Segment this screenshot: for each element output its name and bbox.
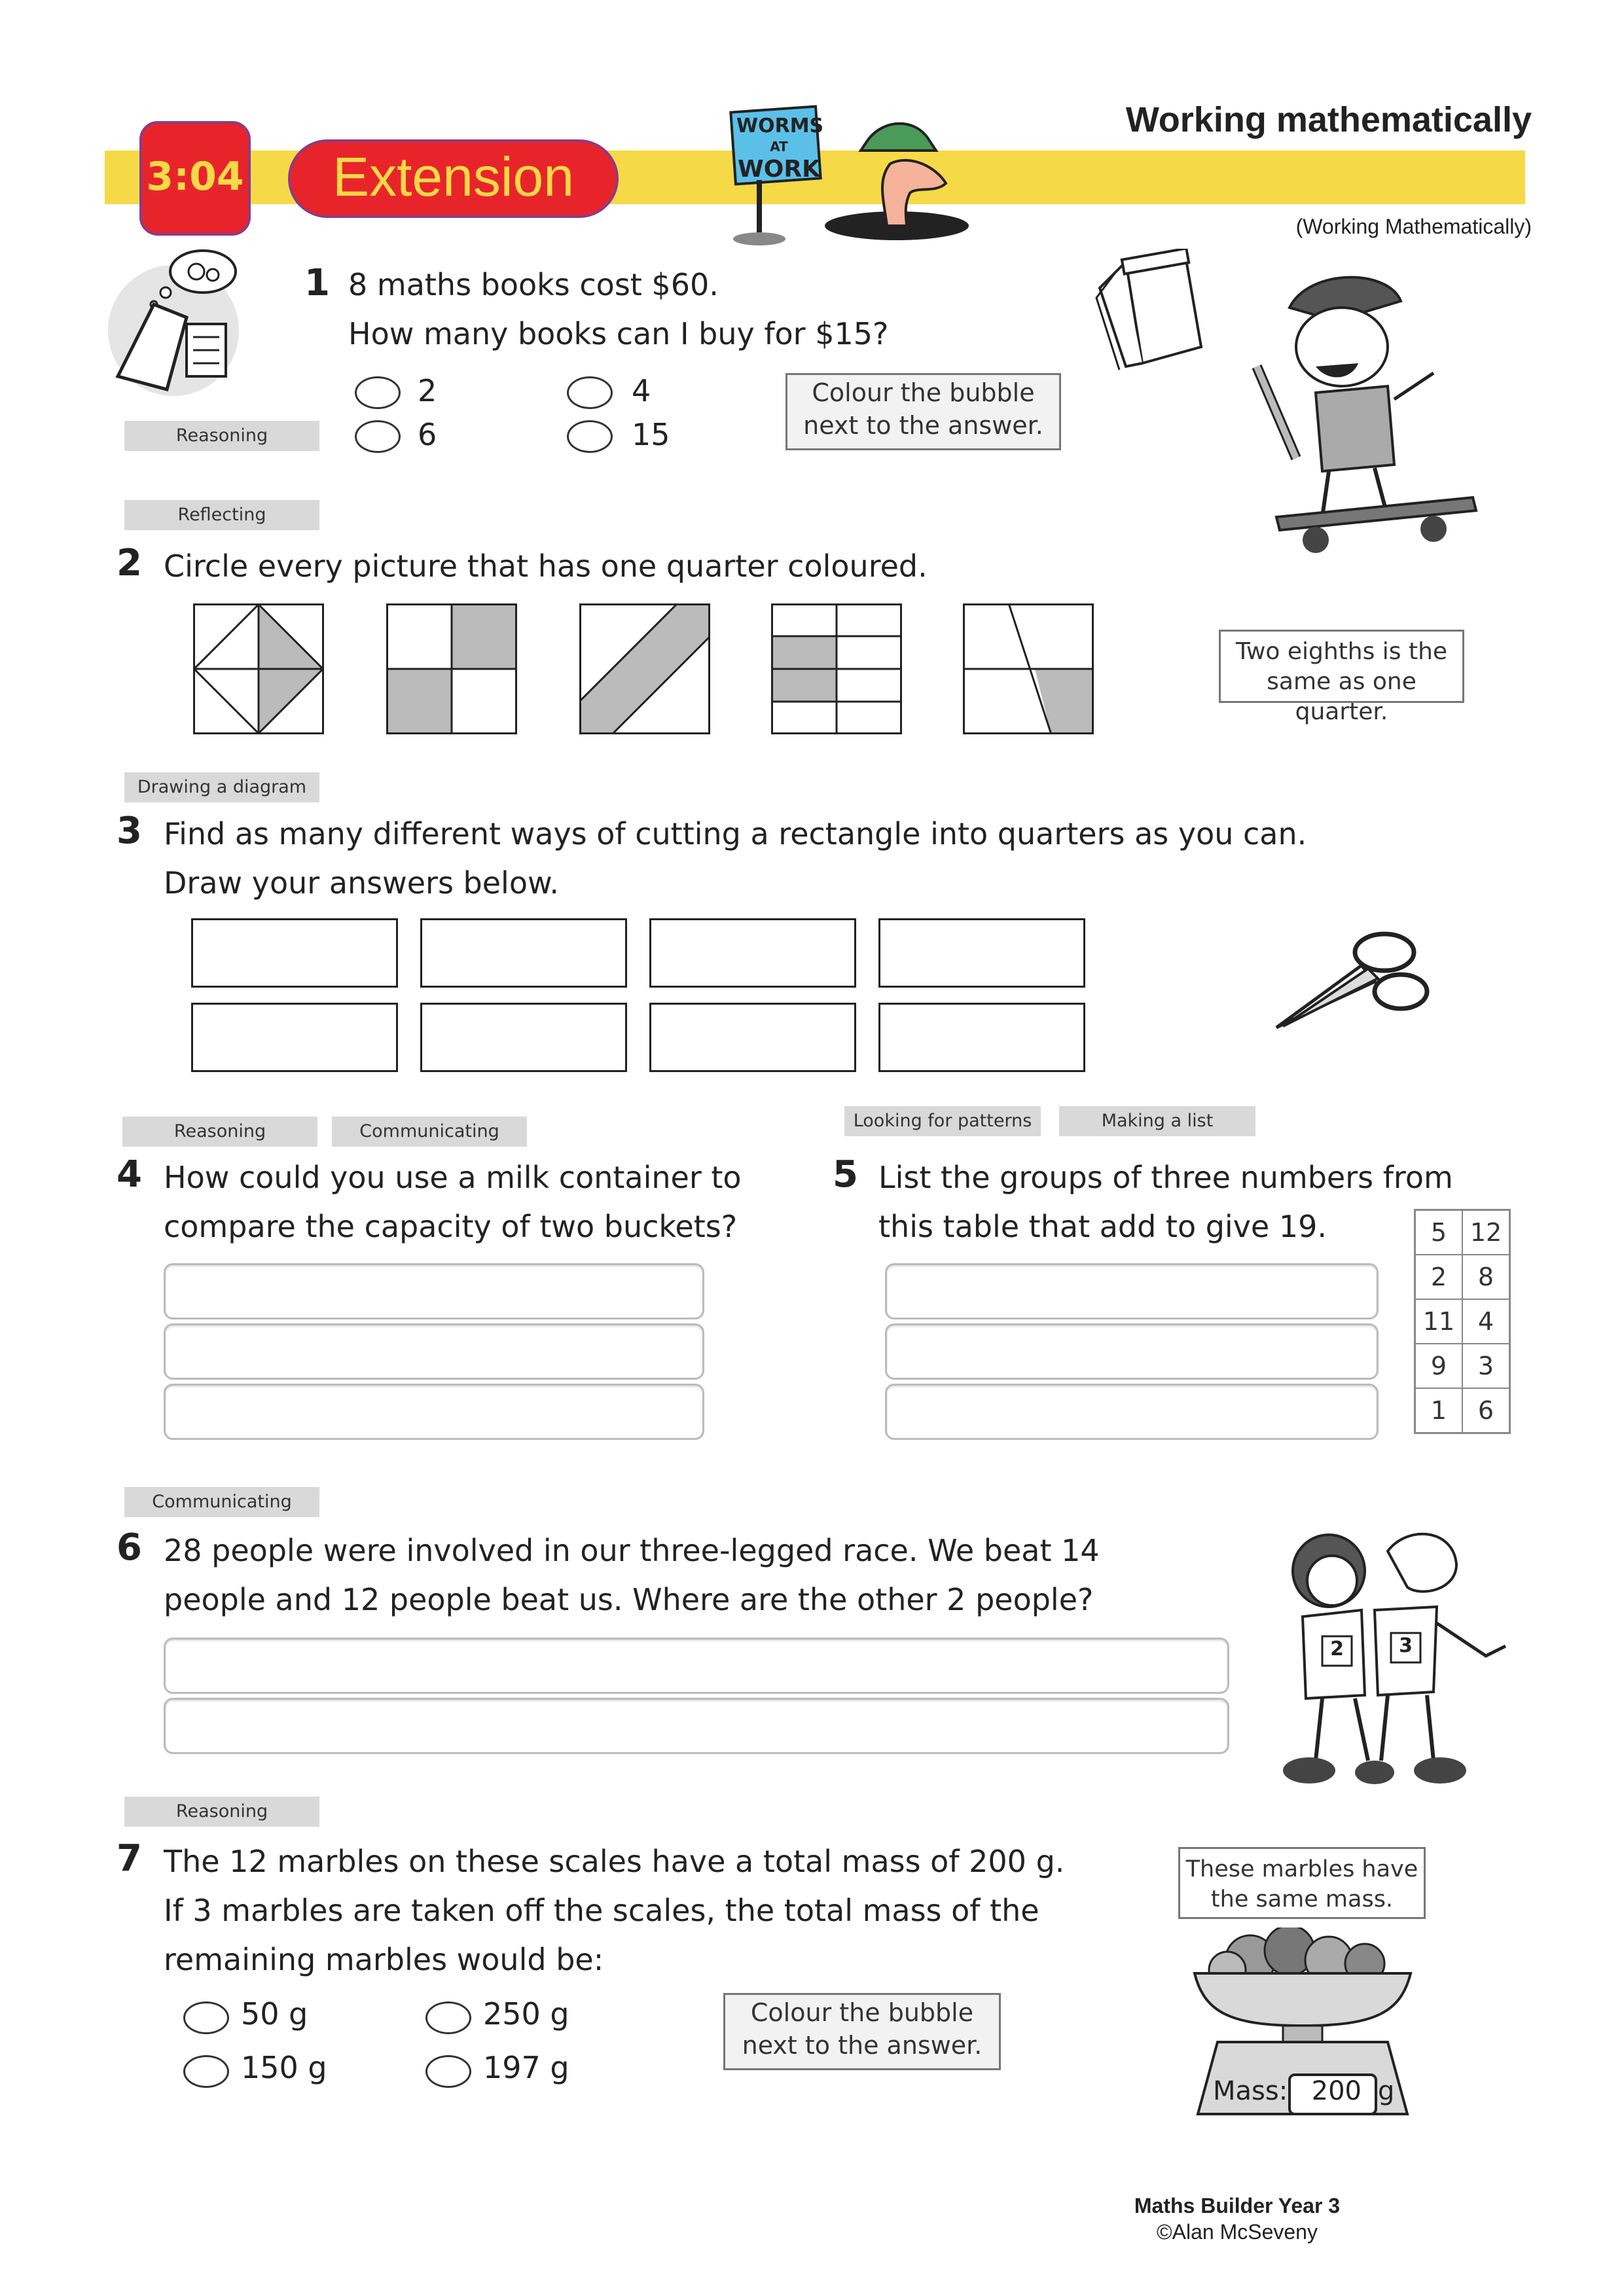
q7-bubble-150g[interactable] xyxy=(183,2055,229,2088)
q1-number: 1 xyxy=(304,262,330,304)
section-title: Working mathematically xyxy=(1125,100,1532,139)
q3-tag-drawing-a-diagram: Drawing a diagram xyxy=(124,772,319,802)
q7-scale-note-line-2: the same mass. xyxy=(1210,1886,1394,1912)
q4-line-2: compare the capacity of two buckets? xyxy=(164,1209,738,1244)
q4-answer-line-2[interactable] xyxy=(164,1323,704,1380)
table-row xyxy=(1415,1344,1510,1388)
q7-option-250g: 250 g xyxy=(483,1996,569,2032)
logo-word-1: WORMS xyxy=(736,115,824,137)
table-cell: 4 xyxy=(1462,1299,1510,1344)
logo-word-2: AT xyxy=(770,139,788,154)
q6-answer-line-2[interactable] xyxy=(164,1698,1229,1754)
q7-line-1: The 12 marbles on these scales have a total mass of 200 g. xyxy=(164,1844,1065,1879)
q5-line-2: this table that add to give 19. xyxy=(878,1209,1327,1244)
q7-bubble-197g[interactable] xyxy=(425,2055,471,2088)
q7-line-2: If 3 marbles are taken off the scales, the total mass of the xyxy=(164,1893,1039,1928)
skateboard-kid-illustration xyxy=(1237,268,1499,563)
q1-option-4: 4 xyxy=(632,373,651,408)
q7-scale-note xyxy=(1178,1847,1426,1919)
q7-number: 7 xyxy=(117,1837,142,1880)
q4-answer-line-3[interactable] xyxy=(164,1384,704,1440)
q5-line-1: List the groups of three numbers from xyxy=(878,1160,1453,1195)
q2-picture-5[interactable] xyxy=(963,603,1094,734)
table-cell: 1 xyxy=(1415,1388,1463,1433)
q3-answer-rectangle-8[interactable] xyxy=(878,1003,1085,1072)
q3-answer-rectangle-1[interactable] xyxy=(191,918,398,988)
q5-answer-line-1[interactable] xyxy=(885,1263,1379,1319)
q5-tag-making-a-list: Making a list xyxy=(1059,1106,1255,1136)
q6-tag-communicating: Communicating xyxy=(124,1487,319,1517)
q7-scale-note-line-1: These marbles have xyxy=(1185,1856,1418,1882)
lesson-code: 3:04 xyxy=(146,154,244,200)
q2-hint-note xyxy=(1219,630,1464,725)
q6-line-1: 28 people were involved in our three-legged race. We beat 14 xyxy=(164,1533,1100,1568)
table-cell: 11 xyxy=(1415,1299,1463,1344)
race-bib-2: 2 xyxy=(1330,1638,1344,1660)
q4-answer-line-1[interactable] xyxy=(164,1263,704,1319)
q3-answer-rectangle-2[interactable] xyxy=(420,918,627,988)
thinking-pencil-illustration xyxy=(88,245,262,409)
scissors-illustration xyxy=(1270,929,1434,1034)
q2-picture-2[interactable] xyxy=(386,603,517,734)
q7-line-3: remaining marbles would be: xyxy=(164,1942,604,1977)
q2-picture-4[interactable] xyxy=(771,603,902,734)
q7-note-line-1: Colour the bubble xyxy=(750,1998,974,2027)
q4-tag-communicating: Communicating xyxy=(332,1117,527,1147)
q2-tag-reflecting: Reflecting xyxy=(124,500,319,530)
q2-note-line-2: same as one quarter. xyxy=(1267,668,1416,725)
scale-mass-value: 200 xyxy=(1311,2076,1362,2106)
q7-instruction-note xyxy=(723,1993,1001,2070)
table-cell: 9 xyxy=(1415,1344,1463,1388)
q3-answer-rectangle-3[interactable] xyxy=(649,918,856,988)
q7-tag-reasoning: Reasoning xyxy=(124,1797,319,1827)
q3-line-1: Find as many different ways of cutting a rectangle into quarters as you can. xyxy=(164,816,1307,852)
q1-bubble-15[interactable] xyxy=(567,420,613,453)
footer-copyright: ©Alan McSeveny xyxy=(1157,2220,1318,2244)
q3-number: 3 xyxy=(117,810,142,852)
table-row xyxy=(1415,1388,1510,1433)
q3-line-2: Draw your answers below. xyxy=(164,865,559,901)
table-row xyxy=(1415,1255,1510,1299)
three-legged-race-illustration xyxy=(1276,1525,1512,1793)
q7-option-150g: 150 g xyxy=(241,2050,327,2085)
q5-answer-line-3[interactable] xyxy=(885,1384,1379,1440)
race-bib-3: 3 xyxy=(1399,1634,1413,1657)
q7-option-197g: 197 g xyxy=(483,2050,569,2085)
q6-answer-line-1[interactable] xyxy=(164,1638,1229,1694)
q4-number: 4 xyxy=(117,1153,142,1196)
q1-option-2: 2 xyxy=(418,373,437,408)
q7-option-50g: 50 g xyxy=(241,1996,308,2032)
table-cell: 8 xyxy=(1462,1255,1510,1299)
q1-tag-reasoning: Reasoning xyxy=(124,421,319,451)
q1-option-6: 6 xyxy=(418,417,437,452)
q7-bubble-250g[interactable] xyxy=(425,2001,471,2034)
q5-number-table xyxy=(1414,1209,1511,1434)
table-cell: 6 xyxy=(1462,1388,1510,1433)
q1-note-line-1: Colour the bubble xyxy=(812,378,1035,407)
q3-answer-rectangle-6[interactable] xyxy=(420,1003,627,1072)
q1-bubble-4[interactable] xyxy=(567,376,613,409)
table-cell: 2 xyxy=(1415,1255,1463,1299)
scale-mass-label: Mass: xyxy=(1213,2076,1288,2106)
scale-mass-unit: g xyxy=(1378,2076,1395,2106)
table-row xyxy=(1415,1299,1510,1344)
q5-number: 5 xyxy=(833,1153,858,1196)
q3-answer-rectangle-5[interactable] xyxy=(191,1003,398,1072)
q6-line-2: people and 12 people beat us. Where are the other 2 people? xyxy=(164,1582,1094,1617)
logo-word-3: WORK xyxy=(738,156,820,183)
table-cell: 3 xyxy=(1462,1344,1510,1388)
q7-bubble-50g[interactable] xyxy=(183,2001,229,2034)
footer-book-title: Maths Builder Year 3 xyxy=(1134,2194,1341,2217)
extension-title: Extension xyxy=(333,146,574,207)
q3-answer-rectangle-4[interactable] xyxy=(878,918,1085,988)
q5-tag-looking-for-patterns: Looking for patterns xyxy=(844,1106,1041,1136)
q1-bubble-6[interactable] xyxy=(355,420,401,453)
q5-answer-line-2[interactable] xyxy=(885,1323,1379,1380)
q2-picture-1[interactable] xyxy=(193,603,324,734)
q2-note-line-1: Two eighths is the xyxy=(1235,638,1448,665)
q2-picture-3[interactable] xyxy=(579,603,710,734)
table-row xyxy=(1415,1210,1510,1255)
table-cell: 5 xyxy=(1415,1210,1463,1255)
q1-option-15: 15 xyxy=(632,417,670,452)
q1-line-1: 8 maths books cost $60. xyxy=(348,267,719,302)
q2-text: Circle every picture that has one quarter coloured. xyxy=(164,548,928,584)
q1-instruction-note xyxy=(785,373,1061,450)
q6-number: 6 xyxy=(117,1526,142,1569)
q1-line-2: How many books can I buy for $15? xyxy=(348,316,889,351)
q1-note-line-2: next to the answer. xyxy=(803,411,1043,440)
section-subtitle: (Working Mathematically) xyxy=(1295,215,1532,238)
table-cell: 12 xyxy=(1462,1210,1510,1255)
notepad-illustration xyxy=(1087,249,1204,373)
q4-line-1: How could you use a milk container to xyxy=(164,1160,742,1195)
q3-answer-rectangle-7[interactable] xyxy=(649,1003,856,1072)
q2-number: 2 xyxy=(117,542,142,584)
q7-note-line-2: next to the answer. xyxy=(742,2031,983,2060)
q1-bubble-2[interactable] xyxy=(355,376,401,409)
q4-tag-reasoning: Reasoning xyxy=(122,1117,317,1147)
